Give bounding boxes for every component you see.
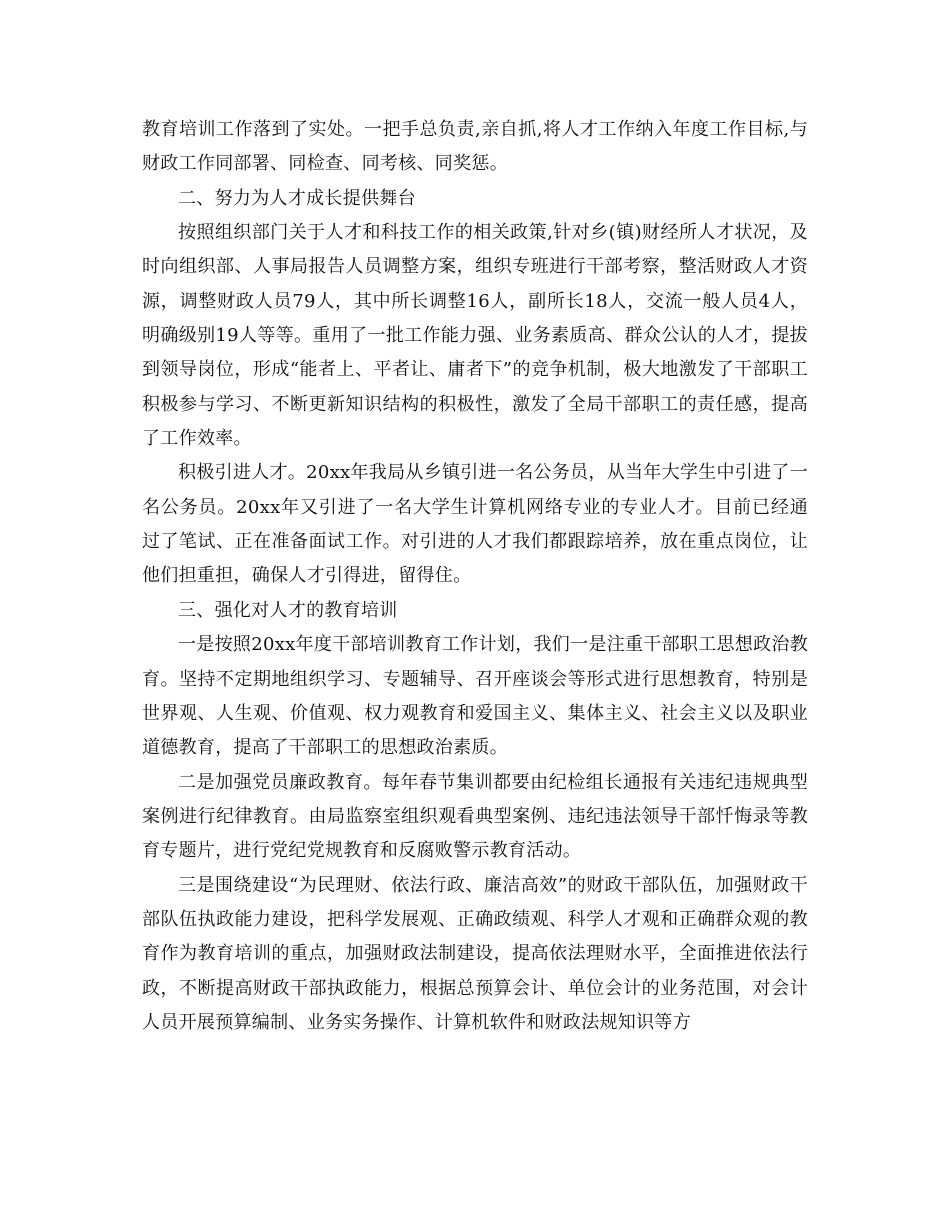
paragraph-continuation: 教育培训工作落到了实处。一把手总负责,亲自抓,将人才工作纳入年度工作目标,与财政工作同部署、同检查、同考核、同奖惩。: [142, 119, 808, 175]
section-heading-2: 二、努力为人才成长提供舞台: [178, 187, 416, 209]
paragraph-capacity-building: 三是围绕建设“为民理财、依法行政、廉洁高效”的财政干部队伍，加强财政干部队伍执政能力建设，把科学发展观、正确政绩观、科学人才观和正确群众观的教育作为教育培训的重点，加强财政法制建设，提高依法理财水平，全面推进依法行政，不断提高财政干部执政能力，根据总预算会计、单位会计的业务范围，对会计人员开展预算编制、业务实务操作、计算机软件和财政法规知识等方: [142, 874, 808, 1033]
document-body: [142, 113, 808, 1040]
paragraph-talent-adjustment: 按照组织部门关于人才和科技工作的相关政策,针对乡(镇)财经所人才状况，及时向组织部、人事局报告人员调整方案，组织专班进行干部考察，整活财政人才资源，调整财政人员79人，其中所长调整16人，副所长18人，交流一般人员4人，明确级别19人等等。重用了一批工作能力强、业务素质高、群众公认的人才，提拔到领导岗位，形成“能者上、平者让、庸者下”的竞争机制，极大地激发了干部职工积极参与学习、不断更新知识结构的积极性，激发了全局干部职工的责任感，提高了工作效率。: [142, 222, 808, 450]
section-heading-3: 三、强化对人才的教育培训: [178, 599, 398, 621]
paragraph-integrity-education: 二是加强党员廉政教育。每年春节集训都要由纪检组长通报有关违纪违规典型案例进行纪律教育。由局监察室组织观看典型案例、违纪违法领导干部忏悔录等教育专题片，进行党纪党规教育和反腐败警示教育活动。: [142, 771, 808, 862]
paragraph-talent-recruitment: 积极引进人才。20xx年我局从乡镇引进一名公务员，从当年大学生中引进了一名公务员。20xx年又引进了一名大学生计算机网络专业的专业人才。目前已经通过了笔试、正在准备面试工作。对引进的人才我们都跟踪培养，放在重点岗位，让他们担重担，确保人才引得进，留得住。: [142, 462, 809, 587]
paragraph-political-education: 一是按照20xx年度干部培训教育工作计划，我们一是注重干部职工思想政治教育。坚持不定期地组织学习、专题辅导、召开座谈会等形式进行思想教育，特别是世界观、人生观、价值观、权力观教育和爱国主义、集体主义、社会主义以及职业道德教育，提高了干部职工的思想政治素质。: [142, 634, 809, 759]
